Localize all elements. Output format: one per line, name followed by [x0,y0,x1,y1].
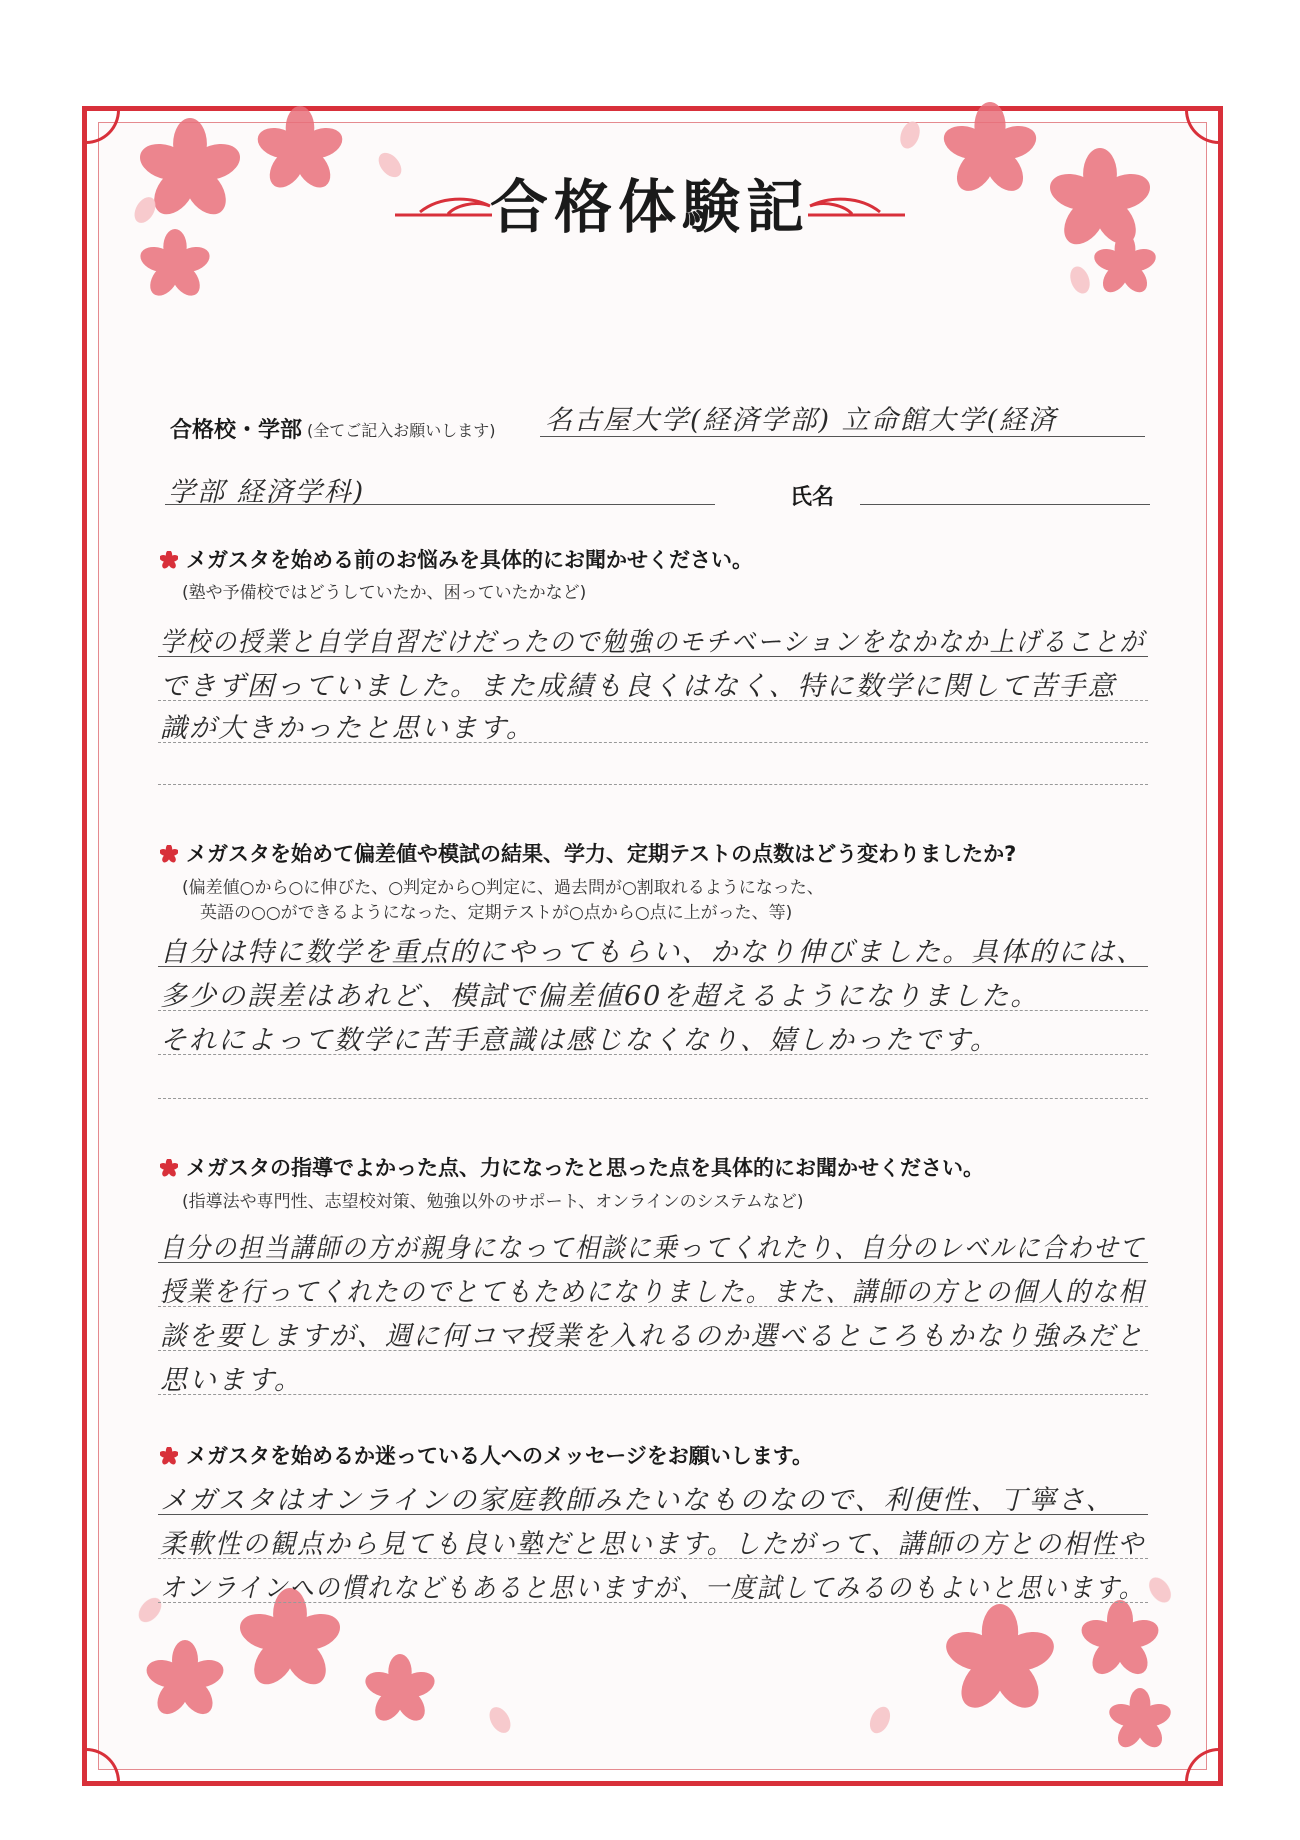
answer-4-line-1: メガスタはオンラインの家庭教師みたいなものなので、利便性、丁寧さ、 [160,1485,1115,1516]
question-4-heading-text: メガスタを始めるか迷っている人へのメッセージをお願いします。 [186,1444,814,1468]
answer-4-line-3: オンラインへの慣れなどもあると思いますが、一度試してみるのもよいと思います。 [160,1573,1145,1604]
question-2-heading [160,838,1016,868]
sakura-bullet-icon [160,551,178,569]
question-1-sub-1: (塾や予備校ではどうしていたか、困っていたかなど) [182,583,587,603]
school-answer-line-2: 学部 経済学科) [168,477,366,508]
name-label: 氏名 [790,485,835,510]
question-3-sub-1: (指導法や専門性、志望校対策、勉強以外のサポート、オンラインのシステムなど) [182,1192,804,1212]
school-answer-line-1: 名古屋大学(経済学部) 立命館大学(経済 [545,405,1058,436]
answer-3-rule-2 [158,1306,1148,1307]
school-rule-2 [165,504,715,505]
question-1-heading [160,544,753,574]
answer-4-rule-2 [158,1558,1148,1559]
sakura-bullet-icon [160,845,178,863]
answer-1-line-1: 学校の授業と自学自習だけだったので勉強のモチベーションをなかなか上げることが [160,627,1146,658]
answer-4-rule-1 [158,1514,1148,1515]
answer-1-rule-1 [158,656,1148,657]
answer-3-line-2: 授業を行ってくれたのでとてもためになりました。また、講師の方との個人的な相 [160,1277,1146,1308]
answer-3-rule-4 [158,1394,1148,1395]
answer-1-rule-2 [158,700,1148,701]
question-4-heading [160,1440,813,1470]
page-title: 合格体験記 [489,173,810,241]
question-2-sub-2: 英語の○○ができるようになった、定期テストが○点から○点に上がった、等) [200,903,793,923]
answer-2-rule-1 [158,966,1148,967]
school-note: (全てご記入お願いします) [307,421,496,440]
answer-1-rule-3 [158,742,1148,743]
answer-2-line-1: 自分は特に数学を重点的にやってもらい、かなり伸びました。具体的には、 [160,937,1146,968]
question-2-sub-1: (偏差値○から○に伸びた、○判定から○判定に、過去問が○割取れるようになった、 [182,878,824,898]
answer-2-line-3: それによって数学に苦手意識は感じなくなり、嬉しかったです。 [160,1025,999,1056]
answer-2-line-2: 多少の誤差はあれど、模試で偏差値60を超えるようになりました。 [160,981,1040,1012]
answer-4-rule-3 [158,1602,1148,1603]
sakura-bullet-icon [160,1159,178,1177]
answer-2-rule-4 [158,1098,1148,1099]
answer-3-rule-1 [158,1262,1148,1263]
question-3-heading [160,1152,984,1182]
answer-4-line-2: 柔軟性の観点から見ても良い塾だと思います。したがって、講師の方との相性や [160,1529,1146,1560]
school-rule-1 [540,436,1145,437]
answer-2-rule-2 [158,1010,1148,1011]
answer-3-line-3: 談を要しますが、週に何コマ授業を入れるのか選べるところもかなり強みだと [160,1321,1145,1352]
school-label: 合格校・学部 [170,418,303,443]
answer-3-line-1: 自分の担当講師の方が親身になって相談に乗ってくれたり、自分のレベルに合わせて [160,1233,1146,1264]
answer-1-line-2: できず困っていました。また成績も良くはなく、特に数学に関して苦手意 [160,671,1117,702]
answer-1-rule-4 [158,784,1148,785]
question-3-heading-text: メガスタの指導でよかった点、力になったと思った点を具体的にお聞かせください。 [186,1156,984,1180]
question-1-heading-text: メガスタを始める前のお悩みを具体的にお聞かせください。 [186,548,753,572]
sakura-bullet-icon [160,1447,178,1465]
name-rule [860,504,1150,505]
answer-3-line-4: 思います。 [160,1365,303,1396]
answer-2-rule-3 [158,1054,1148,1055]
question-2-heading-text: メガスタを始めて偏差値や模試の結果、学力、定期テストの点数はどう変わりましたか? [186,842,1017,866]
answer-1-line-3: 識が大きかったと思います。 [160,713,535,744]
answer-3-rule-3 [158,1350,1148,1351]
